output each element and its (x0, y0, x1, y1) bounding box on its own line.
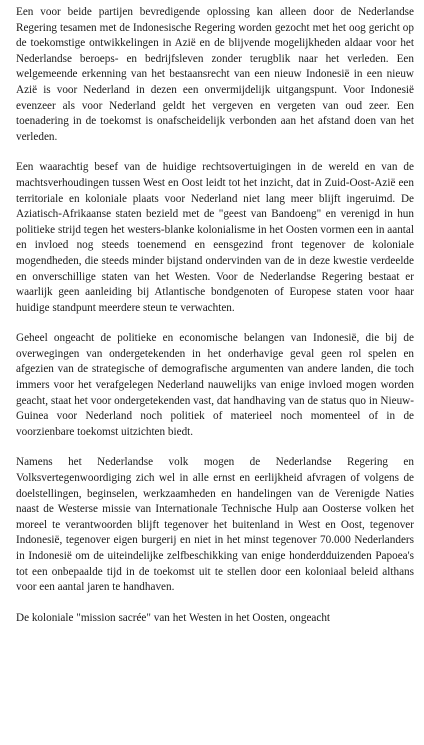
paragraph-4: Namens het Nederlandse volk mogen de Nederlandse Regering en Volksvertegenwoordiging zich wel in alle ernst en eerlijkheid afvragen of volgens de doelstellingen, beginselen, werkzaamheden en handelingen van de Verenigde Naties naast de Westerse missie van Internationale Technische Hulp aan Oosterse volken het moreel te verantwoorden blijft tegenover het buitenland in West en Oost, tegenover Indonesië, tegenover eigen burgerij en niet in het minst tegenover 70.000 Nederlanders in Indonesië om de uiteindelijke zelfbeschikking van enige honderdduizenden Papoea's tot een onbepaalde tijd in de toekomst uit te stellen door een koloniaal beleid althans voor een aantal jaren te handhaven. (16, 456, 414, 594)
paragraph-3: Geheel ongeacht de politieke en economische belangen van Indonesië, die bij de overwegingen van ondergetekenden in het onderhavige geval geen rol spelen en afgezien van de strategische of demografische argumenten van andere landen, die toch immers voor het verafgelegen Nederland nauwelijks van enige invloed mogen worden geacht, staat het voor ondergetekenden vast, dat handhaving van de status quo in Nieuw-Guinea voor Nederland noch politiek of materieel noch momenteel of in de voorzienbare toekomst uitzichten biedt. (16, 332, 414, 438)
paragraph-5: De koloniale "mission sacrée" van het Westen in het Oosten, ongeacht (16, 611, 331, 624)
paragraph-2: Een waarachtig besef van de huidige rechtsovertuigingen in de wereld en van de machtsverhoudingen tussen West en Oost leidt tot het inzicht, dat in Zuid-Oost-Azië een territoriale en koloniale plaats voor Nederland niet lang meer blijft ingeruimd. De Aziatisch-Afrikaanse staten bezield met de "geest van Bandoeng" en verenigd in hun politieke strijd tegen het westers-blanke kolonialisme in het Oosten vormen een in aantal en invloed nog steeds toenemend en eensgezind front tegenover de koloniale mogendheden, die steeds minder bijstand ondervinden van de in deze kwestie verdeelde en onverschillige staten van het Westen. Voor de Nederlandse Regering bestaat er waarlijk geen aanleiding bij Atlantische bondgenoten of Europese staten voor haar huidige standpunt meerdere steun te verwachten. (16, 161, 414, 314)
paragraph-1: Een voor beide partijen bevredigende oplossing kan alleen door de Nederlandse Regering tesamen met de Indonesische Regering worden gezocht met het oog gericht op de toekomstige ontwikkelingen in Azië en de blijvende mogelijkheden aldaar voor het Nederlandse beroeps- en bedrijfsleven zonder terugblik naar het verleden. Een welgemeende erkenning van het bestaansrecht van een nieuw Indonesië in een nieuw Azië is voor Nederland in dezen een onvermijdelijk uitgangspunt. Voor Indonesië evenzeer als voor Nederland geldt het vergeven en vergeten van oud zeer. Een toenadering in de toekomst is onafscheidelijk verbonden aan het afstand doen van het verleden. (16, 6, 414, 143)
